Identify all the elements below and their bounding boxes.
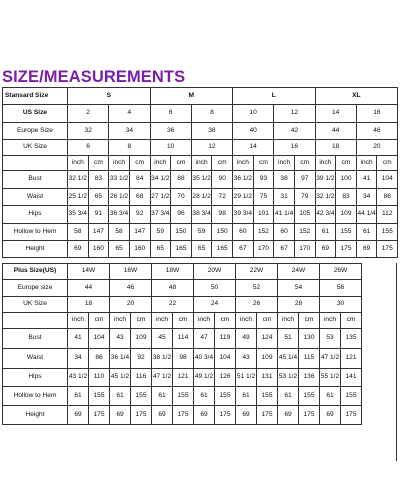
group-s: S xyxy=(68,88,151,105)
plus-europe-size-row xyxy=(3,280,362,297)
plus-unit-cell: inch xyxy=(194,313,215,329)
standard-measurement-cell: 27 1/2 xyxy=(150,189,171,206)
plus-measurement-cell: 69 xyxy=(68,406,89,425)
standard-measurement-cell: 60 xyxy=(233,224,254,241)
plus-measurement-cell: 49 1/2 xyxy=(194,369,215,387)
plus-measurement-cell: 104 xyxy=(215,349,236,369)
plus-measurement-cell: 53 xyxy=(320,329,341,349)
standard-unit-cell: inch xyxy=(109,156,130,171)
us-size-cell: 14 xyxy=(315,105,356,123)
standard-measurement-cell: 109 xyxy=(336,206,357,224)
standard-measurement-cell: 34 1/2 xyxy=(150,171,171,189)
standard-measurement-row xyxy=(3,206,398,224)
standard-measurement-cell: 104 xyxy=(377,171,398,189)
plus-measurement-cell: 155 xyxy=(215,387,236,406)
standard-measurement-cell: 36 1/2 xyxy=(233,171,254,189)
standard-measurement-row xyxy=(3,241,398,258)
plus-unit-cell: inch xyxy=(68,313,89,329)
standard-measurement-cell: 59 xyxy=(191,224,212,241)
plus-measurement-cell: 49 xyxy=(236,329,257,349)
standard-unit-cell: cm xyxy=(336,156,357,171)
us-size-cell: 12 xyxy=(274,105,315,123)
plus-measurement-cell: 155 xyxy=(131,387,152,406)
us-size-label: US Size xyxy=(3,105,68,123)
standard-measurement-cell: 67 xyxy=(274,241,295,258)
plus-uk-size-cell: 26 xyxy=(236,297,278,313)
standard-unit-cell: cm xyxy=(294,156,315,171)
plus-measurement-row xyxy=(3,387,362,406)
plus-size-row xyxy=(3,264,362,280)
uk-size-cell: 20 xyxy=(356,140,397,156)
standard-measurement-cell: 35 3/4 xyxy=(68,206,89,224)
standard-measurement-cell: 150 xyxy=(171,224,192,241)
standard-measurement-cell: 28 1/2 xyxy=(191,189,212,206)
plus-size-cell: 14W xyxy=(68,264,110,280)
standard-measurement-cell: 60 xyxy=(274,224,295,241)
plus-measurement-cell: 43 xyxy=(110,329,131,349)
plus-measurement-cell: 61 xyxy=(68,387,89,406)
standard-unit-cell: inch xyxy=(274,156,295,171)
plus-measurement-cell: 69 xyxy=(152,406,173,425)
us-size-cell: 4 xyxy=(109,105,150,123)
standard-measurement-cell: 160 xyxy=(88,241,109,258)
standard-measurement-cell: 155 xyxy=(336,224,357,241)
plus-measurement-cell: 135 xyxy=(341,329,362,349)
plus-measurement-cell: 69 xyxy=(194,406,215,425)
plus-measurement-cell: 126 xyxy=(215,369,236,387)
us-size-cell: 6 xyxy=(150,105,191,123)
plus-uk-size-cell: 28 xyxy=(278,297,320,313)
plus-size-cell: 24W xyxy=(278,264,320,280)
plus-size-cell: 20W xyxy=(194,264,236,280)
plus-measurement-cell: 130 xyxy=(299,329,320,349)
uk-size-cell: 14 xyxy=(233,140,274,156)
plus-measurement-cell: 124 xyxy=(257,329,278,349)
standard-measurement-cell: 58 xyxy=(68,224,89,241)
standard-measurement-cell: 61 xyxy=(315,224,336,241)
plus-measurement-cell: 119 xyxy=(215,329,236,349)
plus-unit-cell: inch xyxy=(320,313,341,329)
plus-measurement-cell: 131 xyxy=(257,369,278,387)
standard-measurement-row xyxy=(3,171,398,189)
group-xl: XL xyxy=(315,88,398,105)
plus-measurement-cell: 43 xyxy=(236,349,257,369)
us-size-cell: 8 xyxy=(191,105,232,123)
standard-measurement-cell: 37 3/4 xyxy=(150,206,171,224)
plus-measurement-cell: 41 xyxy=(68,329,89,349)
standard-measurement-cell: 88 xyxy=(171,171,192,189)
standard-unit-cell: cm xyxy=(377,156,398,171)
standard-measurement-cell: 152 xyxy=(253,224,274,241)
plus-measurement-cell: 69 xyxy=(320,406,341,425)
standard-measurement-cell: 44 1/4 xyxy=(356,206,377,224)
standard-measurement-cell: 160 xyxy=(129,241,150,258)
standard-measurement-cell: 65 xyxy=(150,241,171,258)
plus-size-cell: 26W xyxy=(320,264,362,280)
standard-measurement-cell: 98 xyxy=(212,206,233,224)
plus-measurement-cell: 155 xyxy=(341,387,362,406)
standard-measurement-cell: 101 xyxy=(253,206,274,224)
plus-europe-size-cell: 46 xyxy=(110,280,152,297)
plus-uk-size-cell: 20 xyxy=(110,297,152,313)
plus-unit-cell: cm xyxy=(131,313,152,329)
plus-measurement-cell: 116 xyxy=(131,369,152,387)
standard-measurement-cell: 165 xyxy=(171,241,192,258)
standard-unit-cell: inch xyxy=(233,156,254,171)
plus-measurement-cell: 45 1/4 xyxy=(278,349,299,369)
us-size-cell: 10 xyxy=(233,105,274,123)
standard-measurement-cell: 38 xyxy=(274,171,295,189)
plus-uk-size-row xyxy=(3,297,362,313)
standard-measurement-cell: 26 1/2 xyxy=(109,189,130,206)
plus-measurement-cell: 61 xyxy=(194,387,215,406)
plus-measurement-cell: 175 xyxy=(215,406,236,425)
plus-measurement-row xyxy=(3,329,362,349)
plus-measurement-cell: 141 xyxy=(341,369,362,387)
standard-measurement-cell: 33 1/2 xyxy=(109,171,130,189)
plus-uk-size-cell: 22 xyxy=(152,297,194,313)
group-m: M xyxy=(150,88,233,105)
plus-measurement-cell: 175 xyxy=(299,406,320,425)
plus-corner-label: Plus Size(US) xyxy=(3,264,68,280)
table-right-border xyxy=(396,263,397,461)
plus-europe-size-cell: 56 xyxy=(320,280,362,297)
standard-measurement-cell: 41 1/4 xyxy=(274,206,295,224)
standard-measurement-cell: 147 xyxy=(88,224,109,241)
standard-measurement-cell: 100 xyxy=(336,171,357,189)
plus-measurement-cell: 104 xyxy=(89,329,110,349)
standard-measurement-label: Hips xyxy=(3,206,68,224)
standard-measurement-cell: 83 xyxy=(336,189,357,206)
europe-size-cell: 36 xyxy=(150,123,191,140)
plus-measurement-label: Hollow to Hem xyxy=(3,387,68,406)
us-size-cell: 2 xyxy=(68,105,109,123)
standard-measurement-label: Height xyxy=(3,241,68,258)
uk-size-label: UK Size xyxy=(3,140,68,156)
plus-measurement-cell: 115 xyxy=(299,349,320,369)
standard-measurement-cell: 150 xyxy=(212,224,233,241)
plus-measurement-row xyxy=(3,406,362,425)
standard-measurement-cell: 61 xyxy=(356,224,377,241)
standard-measurement-cell: 36 3/4 xyxy=(109,206,130,224)
standard-measurement-cell: 70 xyxy=(171,189,192,206)
standard-measurement-cell: 170 xyxy=(253,241,274,258)
plus-measurement-cell: 136 xyxy=(299,369,320,387)
plus-measurement-row xyxy=(3,369,362,387)
plus-uk-size-cell: 24 xyxy=(194,297,236,313)
plus-unit-cell: inch xyxy=(236,313,257,329)
us-size-cell: 16 xyxy=(356,105,397,123)
plus-measurement-cell: 51 1/2 xyxy=(236,369,257,387)
plus-unit-cell: cm xyxy=(341,313,362,329)
plus-unit-cell: inch xyxy=(110,313,131,329)
plus-measurement-cell: 45 xyxy=(152,329,173,349)
standard-measurement-cell: 32 1/2 xyxy=(68,171,89,189)
europe-size-cell: 32 xyxy=(68,123,109,140)
standard-measurement-cell: 65 xyxy=(191,241,212,258)
standard-measurement-cell: 155 xyxy=(377,224,398,241)
standard-unit-cell: cm xyxy=(253,156,274,171)
standard-measurement-cell: 93 xyxy=(253,171,274,189)
uk-size-row xyxy=(3,140,398,156)
plus-measurement-cell: 155 xyxy=(173,387,194,406)
standard-measurement-cell: 34 xyxy=(356,189,377,206)
standard-group-row xyxy=(3,88,398,105)
standard-measurement-cell: 58 xyxy=(109,224,130,241)
plus-measurement-cell: 61 xyxy=(152,387,173,406)
europe-size-cell: 38 xyxy=(191,123,232,140)
plus-europe-size-cell: 52 xyxy=(236,280,278,297)
standard-unit-cell: cm xyxy=(88,156,109,171)
plus-measurement-cell: 47 1/2 xyxy=(320,349,341,369)
standard-measurement-cell: 97 xyxy=(294,171,315,189)
standard-measurement-cell: 68 xyxy=(129,189,150,206)
standard-measurement-cell: 59 xyxy=(150,224,171,241)
standard-unit-cell: inch xyxy=(315,156,336,171)
standard-measurement-cell: 165 xyxy=(212,241,233,258)
standard-measurement-cell: 152 xyxy=(294,224,315,241)
standard-measurement-cell: 29 1/2 xyxy=(233,189,254,206)
plus-measurement-cell: 61 xyxy=(320,387,341,406)
unit-header-blank xyxy=(3,156,68,171)
europe-size-cell: 34 xyxy=(109,123,150,140)
plus-unit-header-row xyxy=(3,313,362,329)
standard-measurement-cell: 175 xyxy=(377,241,398,258)
europe-size-label: Europe Size xyxy=(3,123,68,140)
standard-measurement-cell: 79 xyxy=(294,189,315,206)
standard-measurement-cell: 32 1/2 xyxy=(315,189,336,206)
plus-measurement-cell: 175 xyxy=(257,406,278,425)
standard-size-table xyxy=(2,87,398,258)
plus-measurement-cell: 155 xyxy=(299,387,320,406)
standard-measurement-cell: 31 xyxy=(274,189,295,206)
plus-unit-cell: cm xyxy=(89,313,110,329)
plus-measurement-cell: 47 1/2 xyxy=(152,369,173,387)
standard-measurement-cell: 69 xyxy=(356,241,377,258)
plus-measurement-cell: 61 xyxy=(110,387,131,406)
plus-unit-cell: cm xyxy=(257,313,278,329)
plus-europe-size-cell: 54 xyxy=(278,280,320,297)
standard-measurement-cell: 39 3/4 xyxy=(233,206,254,224)
plus-uk-size-cell: 30 xyxy=(320,297,362,313)
plus-measurement-label: Waist xyxy=(3,349,68,369)
plus-measurement-cell: 175 xyxy=(341,406,362,425)
plus-measurement-cell: 51 xyxy=(278,329,299,349)
standard-unit-cell: cm xyxy=(212,156,233,171)
europe-size-cell: 44 xyxy=(315,123,356,140)
standard-corner-label: Stansard Size xyxy=(3,88,68,105)
standard-measurement-cell: 39 1/2 xyxy=(315,171,336,189)
plus-measurement-cell: 36 1/4 xyxy=(110,349,131,369)
plus-measurement-cell: 34 xyxy=(68,349,89,369)
plus-size-cell: 16W xyxy=(110,264,152,280)
plus-measurement-cell: 155 xyxy=(89,387,110,406)
plus-measurement-label: Height xyxy=(3,406,68,425)
plus-measurement-cell: 98 xyxy=(173,349,194,369)
standard-measurement-cell: 86 xyxy=(377,189,398,206)
plus-measurement-cell: 69 xyxy=(278,406,299,425)
plus-measurement-cell: 175 xyxy=(173,406,194,425)
standard-measurement-cell: 25 1/2 xyxy=(68,189,89,206)
plus-measurement-cell: 38 1/2 xyxy=(152,349,173,369)
plus-measurement-cell: 155 xyxy=(257,387,278,406)
standard-measurement-cell: 92 xyxy=(129,206,150,224)
standard-unit-cell: inch xyxy=(68,156,89,171)
plus-measurement-cell: 110 xyxy=(89,369,110,387)
standard-measurement-cell: 41 xyxy=(356,171,377,189)
plus-unit-cell: inch xyxy=(278,313,299,329)
plus-size-cell: 22W xyxy=(236,264,278,280)
plus-measurement-cell: 109 xyxy=(131,329,152,349)
plus-measurement-cell: 175 xyxy=(131,406,152,425)
uk-size-cell: 16 xyxy=(274,140,315,156)
uk-size-cell: 8 xyxy=(109,140,150,156)
plus-unit-cell: cm xyxy=(299,313,320,329)
standard-measurement-cell: 170 xyxy=(294,241,315,258)
plus-measurement-cell: 92 xyxy=(131,349,152,369)
standard-measurement-label: Bust xyxy=(3,171,68,189)
europe-size-cell: 46 xyxy=(356,123,397,140)
standard-measurement-label: Hollow to Hem xyxy=(3,224,68,241)
plus-measurement-cell: 109 xyxy=(257,349,278,369)
uk-size-cell: 12 xyxy=(191,140,232,156)
plus-measurement-cell: 61 xyxy=(278,387,299,406)
plus-size-table xyxy=(2,263,362,425)
europe-size-cell: 42 xyxy=(274,123,315,140)
standard-measurement-cell: 42 3/4 xyxy=(315,206,336,224)
standard-measurement-cell: 69 xyxy=(68,241,89,258)
standard-measurement-label: Waist xyxy=(3,189,68,206)
plus-measurement-cell: 121 xyxy=(173,369,194,387)
uk-size-cell: 18 xyxy=(315,140,356,156)
standard-measurement-cell: 65 xyxy=(109,241,130,258)
plus-measurement-label: Bust xyxy=(3,329,68,349)
standard-measurement-row xyxy=(3,224,398,241)
standard-unit-cell: cm xyxy=(129,156,150,171)
standard-measurement-cell: 69 xyxy=(315,241,336,258)
plus-europe-size-cell: 50 xyxy=(194,280,236,297)
standard-measurement-cell: 175 xyxy=(336,241,357,258)
plus-size-cell: 18W xyxy=(152,264,194,280)
group-l: L xyxy=(233,88,316,105)
standard-measurement-cell: 112 xyxy=(377,206,398,224)
standard-measurement-cell: 67 xyxy=(233,241,254,258)
standard-measurement-cell: 84 xyxy=(129,171,150,189)
plus-europe-size-cell: 44 xyxy=(68,280,110,297)
plus-measurement-row xyxy=(3,349,362,369)
plus-measurement-label: Hips xyxy=(3,369,68,387)
standard-measurement-cell: 147 xyxy=(129,224,150,241)
standard-unit-cell: cm xyxy=(171,156,192,171)
us-size-row xyxy=(3,105,398,123)
plus-measurement-cell: 40 3/4 xyxy=(194,349,215,369)
plus-measurement-cell: 47 xyxy=(194,329,215,349)
standard-measurement-cell: 83 xyxy=(88,171,109,189)
plus-measurement-cell: 69 xyxy=(110,406,131,425)
plus-measurement-cell: 175 xyxy=(89,406,110,425)
standard-unit-cell: inch xyxy=(356,156,377,171)
standard-measurement-cell: 38 3/4 xyxy=(191,206,212,224)
standard-unit-cell: inch xyxy=(191,156,212,171)
standard-measurement-cell: 105 xyxy=(294,206,315,224)
plus-europe-size-cell: 48 xyxy=(152,280,194,297)
uk-size-cell: 10 xyxy=(150,140,191,156)
plus-measurement-cell: 86 xyxy=(89,349,110,369)
standard-measurement-cell: 96 xyxy=(171,206,192,224)
plus-measurement-cell: 69 xyxy=(236,406,257,425)
plus-uk-size-cell: 18 xyxy=(68,297,110,313)
standard-measurement-cell: 90 xyxy=(212,171,233,189)
plus-unit-cell: cm xyxy=(215,313,236,329)
standard-measurement-cell: 75 xyxy=(253,189,274,206)
standard-unit-cell: inch xyxy=(150,156,171,171)
europe-size-row xyxy=(3,123,398,140)
standard-measurement-cell: 35 1/2 xyxy=(191,171,212,189)
standard-measurement-cell: 65 xyxy=(88,189,109,206)
standard-measurement-cell: 91 xyxy=(88,206,109,224)
plus-unit-cell: cm xyxy=(173,313,194,329)
plus-measurement-cell: 43 1/2 xyxy=(68,369,89,387)
plus-measurement-cell: 61 xyxy=(236,387,257,406)
standard-measurement-row xyxy=(3,189,398,206)
plus-measurement-cell: 121 xyxy=(341,349,362,369)
plus-europe-size-label: Europe size xyxy=(3,280,68,297)
plus-measurement-cell: 114 xyxy=(173,329,194,349)
plus-unit-header-blank xyxy=(3,313,68,329)
europe-size-cell: 40 xyxy=(233,123,274,140)
plus-measurement-cell: 45 1/2 xyxy=(110,369,131,387)
plus-uk-size-label: UK Size xyxy=(3,297,68,313)
plus-unit-cell: inch xyxy=(152,313,173,329)
unit-header-row xyxy=(3,156,398,171)
page-title: SIZE/MEASUREMENTS xyxy=(2,68,186,86)
uk-size-cell: 6 xyxy=(68,140,109,156)
standard-measurement-cell: 72 xyxy=(212,189,233,206)
plus-measurement-cell: 53 1/2 xyxy=(278,369,299,387)
plus-measurement-cell: 55 1/2 xyxy=(320,369,341,387)
